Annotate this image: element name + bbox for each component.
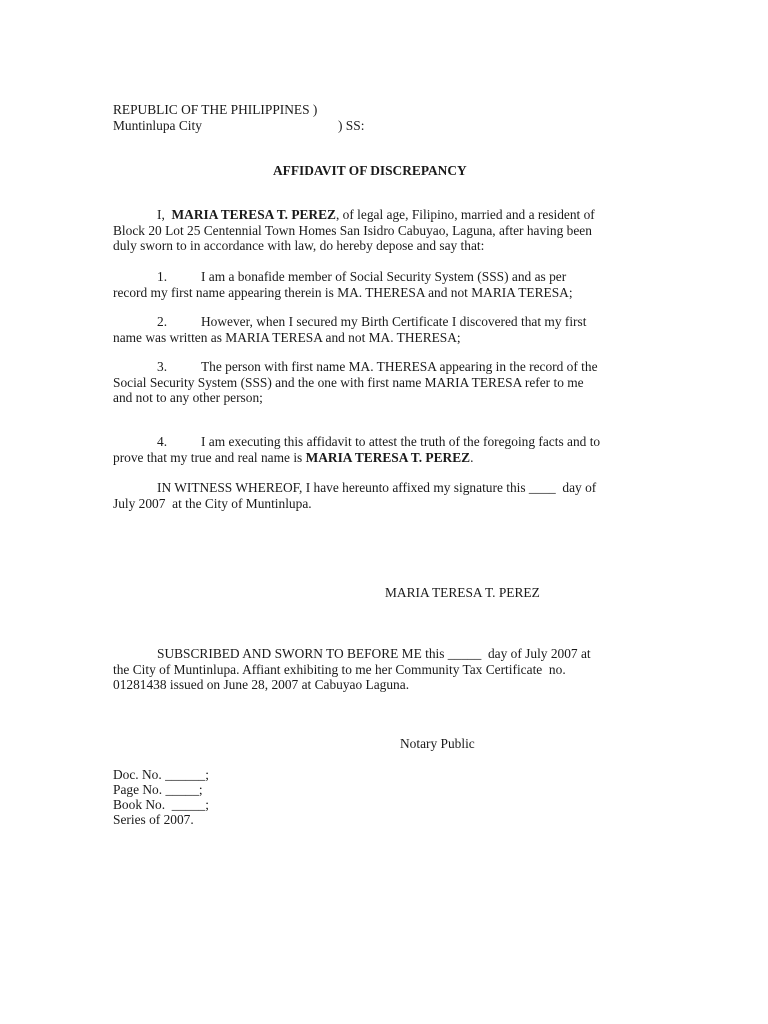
venue-city: Muntinlupa City (113, 118, 202, 133)
affiant-signature-name: MARIA TERESA T. PEREZ (385, 585, 540, 600)
jurat-line-2: the City of Muntinlupa. Affiant exhibiting to me her Community Tax Certificate no. (113, 661, 566, 677)
statement-2 (113, 314, 655, 345)
jurat-paragraph (113, 646, 655, 693)
affiant-name: MARIA TERESA T. PEREZ (171, 207, 336, 222)
statement-3-line-1: The person with first name MA. THERESA appearing in the record of the (201, 359, 598, 374)
jurat-line-3: 01281438 issued on June 28, 2007 at Cabuyao Laguna. (113, 677, 410, 693)
intro-line-1 (113, 207, 655, 223)
venue-republic: REPUBLIC OF THE PHILIPPINES ) (113, 102, 318, 117)
statement-1-line-2: record my first name appearing therein is MA. THERESA and not MARIA TERESA; (113, 284, 573, 300)
affiant-name-restated: MARIA TERESA T. PEREZ (305, 449, 471, 465)
statement-3-line-3: and not to any other person; (113, 390, 263, 406)
statement-4-line-1: I am executing this affidavit to attest the truth of the foregoing facts and to (201, 434, 601, 449)
statement-1-number: 1. (157, 269, 168, 284)
intro-paragraph (113, 207, 655, 254)
witness-clause (113, 480, 655, 511)
statement-3 (113, 359, 655, 406)
book-number: Book No. _____; (113, 797, 209, 812)
intro-line-3: duly sworn to in accordance with law, do hereby depose and say that: (113, 238, 485, 254)
document-title: AFFIDAVIT OF DISCREPANCY (273, 163, 467, 178)
statement-4-line-2: prove that my true and real name is MARIA TERESA T. PEREZ. (113, 449, 474, 465)
witness-line-2: July 2007 at the City of Muntinlupa. (113, 495, 312, 511)
statement-3-line-2: Social Security System (SSS) and the one with first name MARIA TERESA refer to me (113, 374, 584, 390)
intro-lead: I, (157, 207, 169, 222)
witness-line-1: IN WITNESS WHEREOF, I have hereunto affixed my signature this ____ day of (157, 480, 597, 495)
notary-public-label: Notary Public (400, 736, 475, 751)
doc-number: Doc. No. ______; (113, 767, 209, 782)
statement-2-number: 2. (157, 314, 168, 329)
venue-ss: ) SS: (338, 118, 365, 133)
statement-2-line-1: However, when I secured my Birth Certificate I discovered that my first (201, 314, 587, 329)
series-year: Series of 2007. (113, 812, 194, 827)
page-number: Page No. _____; (113, 782, 203, 797)
intro-line-2: Block 20 Lot 25 Centennial Town Homes San Isidro Cabuyao, Laguna, after having been (113, 222, 592, 238)
statement-4 (113, 434, 655, 465)
intro-rest: , of legal age, Filipino, married and a resident of (335, 207, 595, 222)
statement-2-line-2: name was written as MARIA TERESA and not MA. THERESA; (113, 329, 461, 345)
statement-1 (113, 269, 655, 300)
statement-1-line-1: I am a bonafide member of Social Security System (SSS) and as per (201, 269, 567, 284)
jurat-line-1: SUBSCRIBED AND SWORN TO BEFORE ME this _____ day of July 2007 at (157, 646, 591, 661)
statement-3-number: 3. (157, 359, 168, 374)
statement-4-number: 4. (157, 434, 168, 449)
